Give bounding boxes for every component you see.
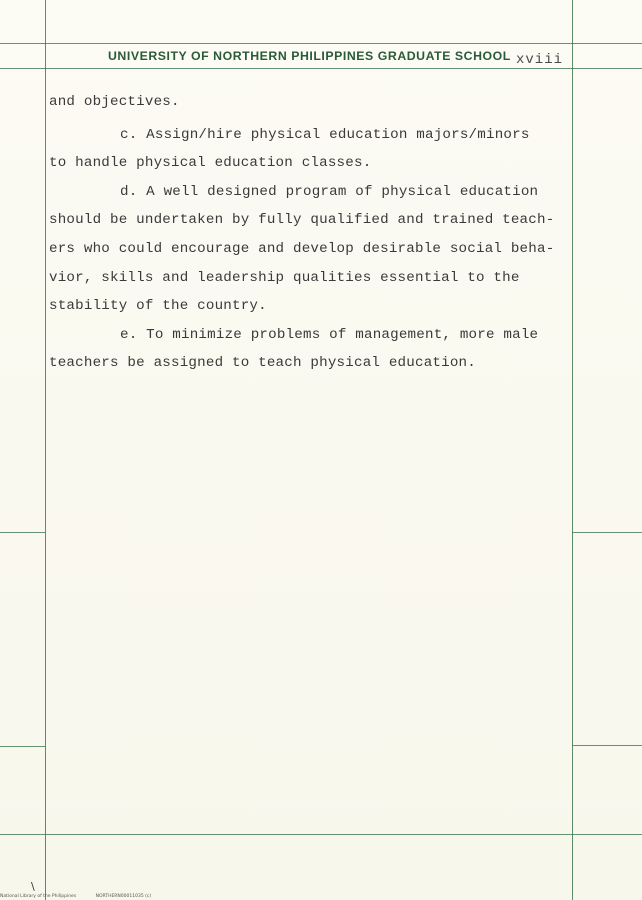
left-margin-rule: [45, 0, 46, 900]
page-number: xviii: [516, 52, 564, 68]
header-bottom-rule: [0, 68, 642, 69]
text-line: d. A well designed program of physical education: [120, 184, 539, 200]
left-tick-rule-1: [0, 532, 45, 533]
pencil-mark: \: [31, 880, 35, 893]
footer: [0, 894, 169, 899]
institution-header: UNIVERSITY OF NORTHERN PHILIPPINES GRADUATE SCHOOL: [108, 49, 511, 63]
text-line: to handle physical education classes.: [49, 155, 372, 171]
text-line: teachers be assigned to teach physical education.: [49, 355, 476, 371]
right-margin-rule: [572, 0, 573, 900]
left-tick-rule-2: [0, 746, 45, 747]
footer-rule: [0, 834, 642, 835]
text-line: e. To minimize problems of management, more male: [120, 327, 539, 343]
text-line: vior, skills and leadership qualities essential to the: [49, 270, 520, 286]
text-line: should be undertaken by fully qualified and trained teach-: [49, 212, 555, 228]
right-tick-rule-1: [572, 532, 642, 533]
footer-source: National Library of the Philippines: [0, 894, 77, 899]
header-top-rule: [0, 43, 642, 44]
footer-reference: NORTHERN00011035 (c): [95, 894, 152, 899]
right-tick-rule-2: [572, 745, 642, 746]
text-line: and objectives.: [49, 94, 180, 110]
text-line: c. Assign/hire physical education majors/minors: [120, 127, 530, 143]
text-line: stability of the country.: [49, 298, 267, 314]
text-line: ers who could encourage and develop desirable social beha-: [49, 241, 555, 257]
